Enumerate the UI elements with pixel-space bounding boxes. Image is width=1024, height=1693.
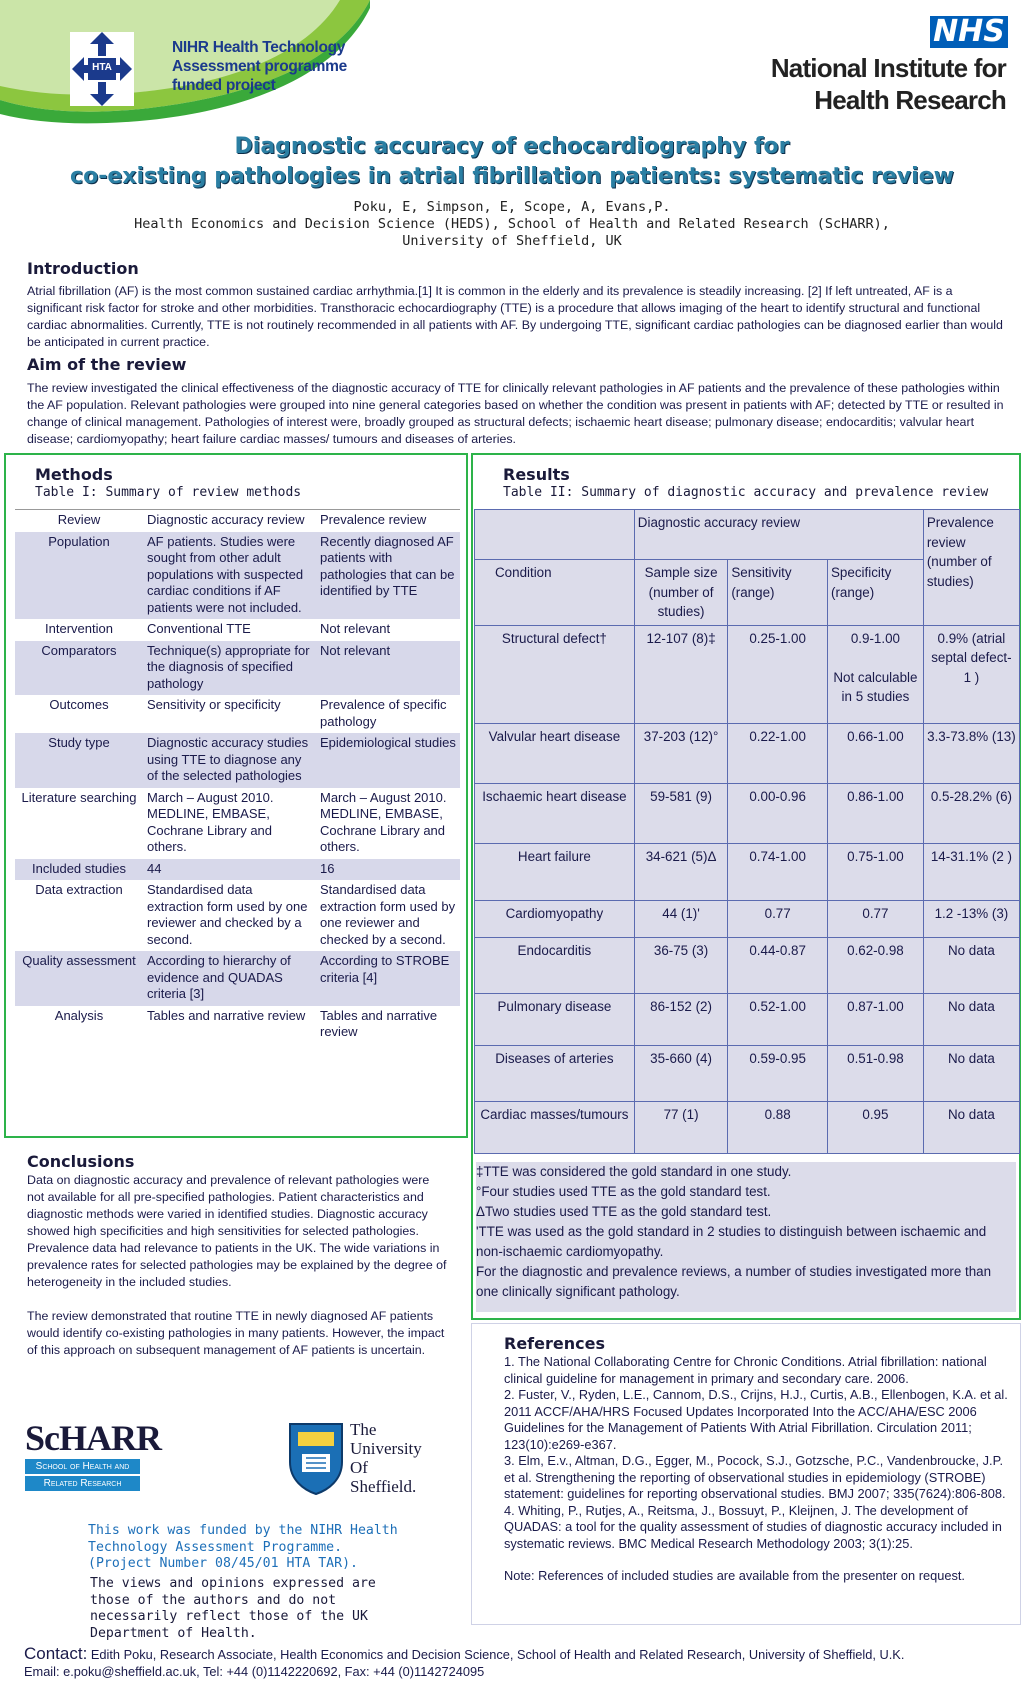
- hta-line: NIHR Health Technology: [172, 39, 346, 56]
- results-table-row: [475, 1045, 1020, 1101]
- condition-cell: Cardiac masses/tumours: [475, 1101, 635, 1153]
- empty-header-cell: [475, 510, 635, 560]
- row-label: Population: [15, 532, 143, 620]
- prevalence-cell: 0.5-28.2% (6): [923, 783, 1019, 843]
- sensitivity-cell: 0.22-1.00: [728, 723, 828, 783]
- footnote: 'TTE was used as the gold standard in 2 studies to distinguish between ischaemic and non-ischaemic cardiomyopathy.: [476, 1224, 987, 1259]
- contact-block: [24, 1645, 1019, 1680]
- sensitivity-cell: 0.77: [728, 900, 828, 937]
- methods-table-row: [15, 619, 460, 641]
- results-footnotes: [476, 1162, 1016, 1312]
- sample-size-cell: 35-660 (4): [634, 1045, 728, 1101]
- sensitivity-cell: 0.25-1.00: [728, 625, 828, 723]
- specificity-cell: 0.75-1.00: [828, 843, 924, 900]
- row-label: Literature searching: [15, 788, 143, 859]
- diagnostic-accuracy-cell: Tables and narrative review: [143, 1006, 316, 1044]
- row-label: Comparators: [15, 641, 143, 696]
- nihr-logo-text: [771, 52, 1006, 116]
- hta-line: Assessment programme: [172, 58, 347, 75]
- row-label: Data extraction: [15, 880, 143, 951]
- row-label: Intervention: [15, 619, 143, 641]
- poster-title: [0, 132, 1024, 192]
- row-label: Included studies: [15, 859, 143, 881]
- results-table-row: [475, 900, 1020, 937]
- methods-heading: Methods: [35, 465, 113, 484]
- authors-block: [0, 199, 1024, 250]
- specificity-cell: 0.95: [828, 1101, 924, 1153]
- specificity-cell: 0.9-1.00 Not calculable in 5 studies: [828, 625, 924, 723]
- specificity-cell: 0.51-0.98: [828, 1045, 924, 1101]
- conclusions-paragraph: Data on diagnostic accuracy and prevalence of relevant pathologies were not available for all pre-specified pathologies. Patient characteristics and diagnostic methods were varied in identified studies. Diagnostic accuracy showed high specificities and high sensitivities for selected pathologies. Prevalence data had relevance to patients in the UK. The wide variations in prevalence rates for selected pathologies may be explained by the degree of heterogeneity in the included studies.: [27, 1173, 447, 1289]
- scharr-wordmark: ScHARR: [25, 1418, 161, 1458]
- condition-cell: Ischaemic heart disease: [475, 783, 635, 843]
- prevalence-cell: 14-31.1% (2 ): [923, 843, 1019, 900]
- methods-table-caption: Table I: Summary of review methods: [35, 485, 302, 500]
- methods-table-row: [15, 641, 460, 696]
- col-condition-header: Condition: [475, 560, 635, 626]
- diagnostic-accuracy-cell: Technique(s) appropriate for the diagnosis of specified pathology: [143, 641, 316, 696]
- results-table-row: [475, 625, 1020, 723]
- prevalence-cell: 0.9% (atrial septal defect- 1 ): [923, 625, 1019, 723]
- condition-cell: Cardiomyopathy: [475, 900, 635, 937]
- condition-cell: Valvular heart disease: [475, 723, 635, 783]
- references-list: [504, 1354, 1009, 1585]
- sample-size-cell: 44 (1)': [634, 900, 728, 937]
- methods-table-row: [15, 510, 460, 532]
- diagnostic-accuracy-cell: 44: [143, 859, 316, 881]
- reference-item: 4. Whiting, P., Rutjes, A., Reitsma, J., Bossuyt, P., Kleijnen, J. The development of QUADAS: a tool for the quality assessment of studies of diagnostic accuracy included in systematic reviews. BMC Medical Research Methodology 2003; 3(1):25.: [504, 1502, 1002, 1551]
- conclusions-paragraph: The review demonstrated that routine TTE in newly diagnosed AF patients would identify co-existing pathologies in many patients. However, the impact of this approach on subsequent management of AF patients is uncertain.: [27, 1309, 445, 1357]
- results-table-row: [475, 937, 1020, 993]
- uni-line: Sheffield.: [350, 1477, 417, 1496]
- results-table-caption: Table II: Summary of diagnostic accuracy and prevalence review: [503, 485, 989, 500]
- sample-size-cell: 86-152 (2): [634, 993, 728, 1045]
- diagnostic-accuracy-cell: Diagnostic accuracy review: [143, 510, 316, 532]
- nhs-logo: NHS: [930, 16, 1008, 48]
- methods-table-row: [15, 788, 460, 859]
- hta-logo-label: HTA: [92, 62, 112, 73]
- title-line-1: Diagnostic accuracy of echocardiography for: [234, 134, 790, 159]
- sample-size-cell: 59-581 (9): [634, 783, 728, 843]
- footnote: For the diagnostic and prevalence reviews, a number of studies investigated more than one clinically significant pathology.: [476, 1264, 992, 1299]
- hta-programme-text: [172, 38, 347, 95]
- conclusions-heading: Conclusions: [27, 1152, 135, 1171]
- results-table-row: [475, 1101, 1020, 1153]
- diagnostic-accuracy-cell: Diagnostic accuracy studies using TTE to diagnose any of the selected pathologies: [143, 733, 316, 788]
- col-sample-header: Sample size (number of studies): [634, 560, 728, 626]
- authors: Poku, E, Simpson, E, Scope, A, Evans,P.: [353, 199, 671, 215]
- results-table-row: [475, 783, 1020, 843]
- introduction-heading: Introduction: [27, 259, 139, 278]
- uni-line: The: [350, 1420, 377, 1439]
- footnote: ΔTwo studies used TTE as the gold standard test.: [476, 1204, 772, 1219]
- sensitivity-cell: 0.59-0.95: [728, 1045, 828, 1101]
- diagnostic-accuracy-cell: Standardised data extraction form used by one reviewer and checked by a second.: [143, 880, 316, 951]
- affiliation-university: University of Sheffield, UK: [402, 233, 622, 249]
- methods-table-row: [15, 733, 460, 788]
- methods-table-row: [15, 880, 460, 951]
- diagnostic-accuracy-cell: Conventional TTE: [143, 619, 316, 641]
- references-note: Note: References of included studies are available from the presenter on request.: [504, 1568, 965, 1583]
- hta-logo: [70, 30, 134, 108]
- sample-size-cell: 37-203 (12)°: [634, 723, 728, 783]
- reference-item: 3. Elm, E.v., Altman, D.G., Egger, M., Pocock, S.J., Gotzsche, P.C., Vandenbroucke, J.P. et al. Strengthening the reporting of observational studies in epidemiology (STROBE) statement: guidelines for reporting observational studies. BMJ 2007; 335(7624):806-808.: [504, 1453, 1006, 1501]
- prevalence-cell: No data: [923, 1101, 1019, 1153]
- prevalence-cell: March – August 2010. MEDLINE, EMBASE, Cochrane Library and others.: [316, 788, 460, 859]
- diagnostic-group-header: Diagnostic accuracy review: [634, 510, 923, 560]
- results-table-row: [475, 993, 1020, 1045]
- reference-item: 2. Fuster, V., Ryden, L.E., Cannom, D.S., Crijns, H.J., Curtis, A.B., Ellenbogen, K.A. et al. 2011 ACCF/AHA/HRS Focused Updates Incorporated Into the ACC/AHA/ESC 2006 Guidelines for the Management of Patients With Atrial Fibrillation. Circulation 2011; 123(10):e269-e367.: [504, 1387, 1008, 1452]
- row-label: Quality assessment: [15, 951, 143, 1006]
- conclusions-text: [27, 1172, 449, 1359]
- sensitivity-cell: 0.52-1.00: [728, 993, 828, 1045]
- condition-cell: Pulmonary disease: [475, 993, 635, 1045]
- prevalence-cell: No data: [923, 937, 1019, 993]
- contact-details: Edith Poku, Research Associate, Health Economics and Decision Science, School of Health and Related Research, University of Sheffield, U.K.: [87, 1647, 905, 1662]
- prevalence-cell: Tables and narrative review: [316, 1006, 460, 1044]
- methods-table-row: [15, 695, 460, 733]
- prevalence-cell: Not relevant: [316, 619, 460, 641]
- prevalence-cell: 1.2 -13% (3): [923, 900, 1019, 937]
- row-label: Outcomes: [15, 695, 143, 733]
- scharr-subtitle: Related Research: [25, 1476, 140, 1491]
- methods-table-row: [15, 1006, 460, 1044]
- nihr-line: National Institute for: [770, 53, 1006, 83]
- col-prevalence-header: Prevalence review (number of studies): [923, 510, 1019, 626]
- sample-size-cell: 77 (1): [634, 1101, 728, 1153]
- row-label: Review: [15, 510, 143, 532]
- introduction-text: Atrial fibrillation (AF) is the most common sustained cardiac arrhythmia.[1] It is common in the elderly and its prevalence is steadily increasing. [2] If left untreated, AF is a significant risk factor for stroke and other morbidities. Transthoracic echocardiography (TTE) is a procedure that allows imaging of the heart to identify structural and functional cardiac abnormalities. Currently, TTE is not routinely recommended in all patients with AF. By undergoing TTE, significant cardiac pathologies can be diagnosed earlier than would be anticipated in current practice.: [27, 284, 1003, 349]
- condition-cell: Structural defect†: [475, 625, 635, 723]
- prevalence-cell: Epidemiological studies: [316, 733, 460, 788]
- prevalence-cell: According to STROBE criteria [4]: [316, 951, 460, 1006]
- affiliation: Health Economics and Decision Science (HEDS), School of Health and Related Research (ScHARR),: [134, 216, 890, 232]
- university-wordmark: [350, 1420, 422, 1496]
- scharr-subtitle: School of Health and: [25, 1459, 140, 1474]
- methods-table-row: [15, 532, 460, 620]
- footnote: °Four studies used TTE as the gold standard test.: [476, 1184, 771, 1199]
- row-label: Study type: [15, 733, 143, 788]
- sensitivity-cell: 0.88: [728, 1101, 828, 1153]
- aim-text: The review investigated the clinical effectiveness of the diagnostic accuracy of TTE for clinically relevant pathologies in AF patients and the prevalence of these pathologies within the AF population. Relevant pathologies were grouped into nine general categories based on whether the condition was present in patients with AF; detected by TTE or resulted in change of clinical management. Pathologies of interest were, broadly grouped as structural defects; ischaemic heart disease; pulmonary disease; endocarditis; valvular heart disease; cardiomyopathy; heart failure cardiac masses/ tumours and diseases of arteries.: [27, 381, 1004, 446]
- uni-line: Of: [350, 1458, 368, 1477]
- diagnostic-accuracy-cell: AF patients. Studies were sought from other adult populations with suspected cardiac conditions if AF patients were not included.: [143, 532, 316, 620]
- prevalence-cell: 16: [316, 859, 460, 881]
- sensitivity-cell: 0.74-1.00: [728, 843, 828, 900]
- nihr-line: Health Research: [814, 85, 1006, 115]
- hta-line: funded project: [172, 77, 276, 94]
- methods-table-row: [15, 859, 460, 881]
- prevalence-cell: Recently diagnosed AF patients with pathologies that can be identified by TTE: [316, 532, 460, 620]
- condition-cell: Endocarditis: [475, 937, 635, 993]
- uni-line: University: [350, 1439, 422, 1458]
- specificity-cell: 0.87-1.00: [828, 993, 924, 1045]
- contact-label: Contact:: [24, 1644, 88, 1663]
- sample-size-cell: 36-75 (3): [634, 937, 728, 993]
- condition-cell: Heart failure: [475, 843, 635, 900]
- prevalence-cell: Prevalence of specific pathology: [316, 695, 460, 733]
- condition-cell: Diseases of arteries: [475, 1045, 635, 1101]
- disclaimer: The views and opinions expressed are those of the authors and do not necessarily reflect those of the UK Department of Health.: [90, 1576, 376, 1641]
- col-specificity-header: Specificity (range): [828, 560, 924, 626]
- results-table: [474, 509, 1020, 1154]
- prevalence-cell: No data: [923, 993, 1019, 1045]
- results-table-row: [475, 723, 1020, 783]
- university-crest-icon: [288, 1420, 344, 1496]
- sample-size-cell: 12-107 (8)‡: [634, 625, 728, 723]
- diagnostic-accuracy-cell: Sensitivity or specificity: [143, 695, 316, 733]
- funding-statement: This work was funded by the NIHR Health Technology Assessment Programme. (Project Number 08/45/01 HTA TAR).: [88, 1523, 398, 1571]
- diagnostic-accuracy-cell: March – August 2010. MEDLINE, EMBASE, Cochrane Library and others.: [143, 788, 316, 859]
- results-heading: Results: [503, 465, 570, 484]
- sample-size-cell: 34-621 (5)Δ: [634, 843, 728, 900]
- contact-email-phone: Email: e.poku@sheffield.ac.uk, Tel: +44 (0)1142220692, Fax: +44 (0)1142724095: [24, 1664, 485, 1679]
- col-sensitivity-header: Sensitivity (range): [728, 560, 828, 626]
- scharr-logo: [25, 1418, 161, 1491]
- methods-table: [15, 509, 460, 1044]
- title-line-2: co-existing pathologies in atrial fibrillation patients: systematic review: [70, 164, 954, 189]
- specificity-cell: 0.86-1.00: [828, 783, 924, 843]
- prevalence-cell: Not relevant: [316, 641, 460, 696]
- prevalence-cell: Prevalence review: [316, 510, 460, 532]
- results-table-row: [475, 843, 1020, 900]
- specificity-cell: 0.62-0.98: [828, 937, 924, 993]
- aim-heading: Aim of the review: [27, 355, 187, 374]
- specificity-cell: 0.77: [828, 900, 924, 937]
- diagnostic-accuracy-cell: According to hierarchy of evidence and QUADAS criteria [3]: [143, 951, 316, 1006]
- sensitivity-cell: 0.44-0.87: [728, 937, 828, 993]
- specificity-cell: 0.66-1.00: [828, 723, 924, 783]
- sensitivity-cell: 0.00-0.96: [728, 783, 828, 843]
- methods-table-row: [15, 951, 460, 1006]
- reference-item: 1. The National Collaborating Centre for Chronic Conditions. Atrial fibrillation: national clinical guideline for management in primary and secondary care. 2006.: [504, 1354, 987, 1386]
- prevalence-cell: Standardised data extraction form used by one reviewer and checked by a second.: [316, 880, 460, 951]
- references-heading: References: [504, 1334, 605, 1353]
- footnote: ‡TTE was considered the gold standard in one study.: [476, 1164, 792, 1179]
- prevalence-cell: No data: [923, 1045, 1019, 1101]
- university-of-sheffield-logo: [288, 1420, 428, 1500]
- row-label: Analysis: [15, 1006, 143, 1044]
- prevalence-cell: 3.3-73.8% (13): [923, 723, 1019, 783]
